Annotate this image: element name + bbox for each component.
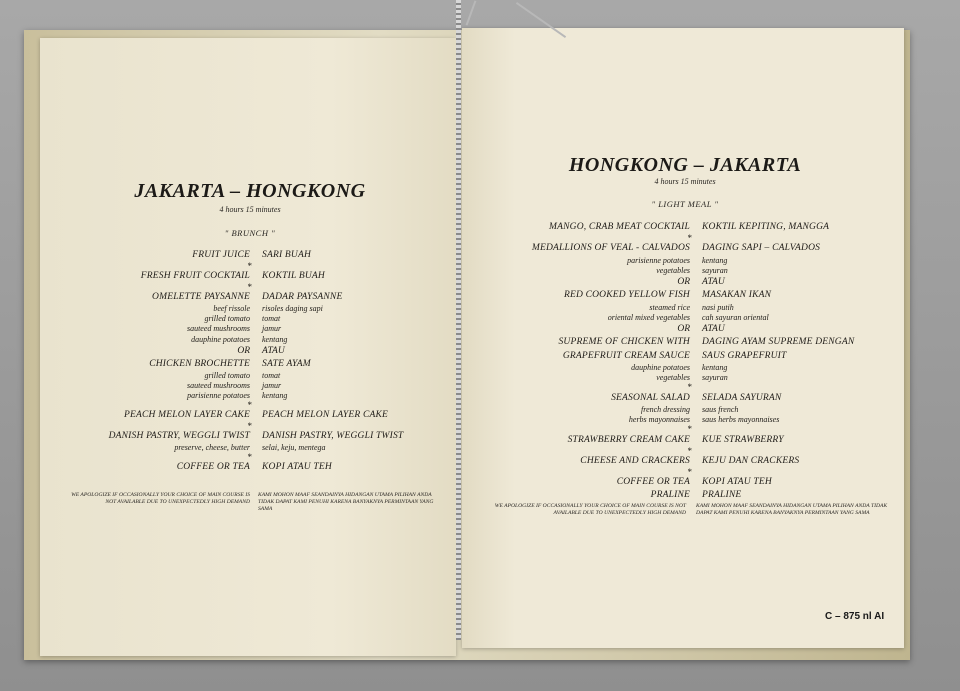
menu-or-row [56, 345, 448, 358]
indonesian-label: DAGING SAPI – CALVADOS [702, 243, 821, 254]
separator-asterisk: * [687, 445, 692, 456]
menu-side-row [478, 363, 898, 373]
english-label: OR [677, 324, 690, 335]
indonesian-label: KOPI ATAU TEH [262, 462, 332, 473]
english-label: FRESH FRUIT COCKTAIL [140, 271, 250, 282]
menu-side-row [56, 381, 448, 391]
english-label: DANISH PASTRY, WEGGLI TWIST [108, 431, 250, 442]
english-label: SEASONAL SALAD [611, 392, 690, 403]
menu-side-row [478, 303, 898, 313]
english-label: MEDALLIONS OF VEAL - CALVADOS [531, 243, 690, 254]
menu-dish-row [478, 336, 898, 349]
menu-separator [478, 447, 898, 455]
right-apology-english: WE APOLOGIZE IF OCCASIONALLY YOUR CHOICE OF MAIN COURSE IS NOT AVAILABLE DUE TO UNEXPECTEDLY HIGH DEMAND [494, 503, 686, 516]
indonesian-label: selai, keju, mentega [262, 443, 326, 453]
english-label: SUPREME OF CHICKEN WITH [558, 337, 690, 348]
right-meal-type: " LIGHT MEAL " [651, 199, 719, 209]
menu-dish-row [56, 430, 448, 443]
english-label: COFFEE OR TEA [176, 462, 250, 473]
separator-asterisk: * [247, 400, 252, 411]
english-label: steamed rice [649, 302, 690, 312]
indonesian-label: sayuran [702, 265, 728, 275]
english-label: RED COOKED YELLOW FISH [563, 290, 690, 301]
right-duration: 4 hours 15 minutes [654, 177, 716, 186]
english-label: parisienne potatoes [187, 390, 250, 400]
menu-side-row [56, 324, 448, 334]
menu-separator [478, 468, 898, 476]
indonesian-label: saus french [702, 404, 739, 414]
indonesian-label: kentang [262, 334, 288, 344]
menu-side-row [478, 405, 898, 415]
menu-or-row [478, 323, 898, 336]
indonesian-label: saus herbs mayonnaises [702, 415, 780, 425]
menu-side-row [478, 256, 898, 266]
english-label: CHEESE AND CRACKERS [580, 455, 690, 466]
left-menu-list [56, 249, 448, 479]
menu-separator [478, 234, 898, 242]
separator-asterisk: * [687, 382, 692, 393]
menu-dish-row [478, 489, 898, 502]
english-label: vegetables [656, 373, 690, 383]
english-label: grilled tomato [204, 370, 250, 380]
indonesian-label: SARI BUAH [262, 250, 312, 260]
indonesian-label: tomat [262, 370, 281, 380]
right-apology-indonesian: KAMI MOHON MAAF SEANDAINYA HIDANGAN UTAMA PILIHAN ANDA TIDAK DAPAT KAMI PENUHI KARENA BANYAKNYA PERMINTAAN YANG SAMA [696, 503, 888, 516]
separator-asterisk: * [687, 233, 692, 244]
indonesian-label: nasi putih [702, 302, 734, 312]
english-label: PEACH MELON LAYER CAKE [123, 410, 250, 421]
indonesian-label: SELADA SAYURAN [702, 392, 782, 403]
indonesian-label: ATAU [702, 324, 725, 335]
menu-side-row [478, 266, 898, 276]
english-label: grilled tomato [204, 314, 250, 324]
left-meal-type: " BRUNCH " [224, 228, 276, 238]
menu-side-row [56, 335, 448, 345]
right-route-title: HONGKONG – JAKARTA [568, 154, 802, 176]
english-label: dauphine potatoes [631, 362, 690, 372]
menu-dish-row [56, 270, 448, 283]
menu-or-row [478, 276, 898, 289]
english-label: french dressing [641, 404, 690, 414]
english-label: CHICKEN BROCHETTE [149, 358, 250, 369]
indonesian-label: kentang [702, 362, 728, 372]
left-apology-indonesian: KAMI MOHON MAAF SEANDAINYA HIDANGAN UTAMA PILIHAN ANDA TIDAK DAPAT KAMI PENUHI KARENA BANYAKNYA PERMINTAAN YANG SAMA [258, 492, 434, 512]
menu-code: C – 875 nl AI [825, 611, 885, 622]
indonesian-label: SAUS GRAPEFRUIT [702, 350, 787, 361]
menu-side-row [56, 304, 448, 314]
indonesian-label: kentang [262, 390, 288, 400]
english-label: COFFEE OR TEA [616, 477, 690, 488]
english-label: preserve, cheese, butter [174, 443, 250, 453]
menu-dish-row [56, 358, 448, 371]
menu-side-row [56, 314, 448, 324]
english-label: OR [237, 345, 250, 356]
menu-separator [56, 422, 448, 430]
menu-separator [56, 453, 448, 461]
indonesian-label: KEJU DAN CRACKERS [702, 455, 800, 466]
right-menu-list [478, 221, 898, 501]
indonesian-label: PEACH MELON LAYER CAKE [262, 410, 389, 421]
menu-separator [56, 401, 448, 409]
menu-separator [478, 425, 898, 433]
indonesian-label: MASAKAN IKAN [702, 290, 772, 301]
separator-asterisk: * [687, 467, 692, 478]
english-label: MANGO, CRAB MEAT COCKTAIL [549, 222, 690, 232]
indonesian-label: KUE STRAWBERRY [702, 434, 784, 445]
english-label: GRAPEFRUIT CREAM SAUCE [562, 350, 690, 361]
separator-asterisk: * [247, 452, 252, 463]
menu-dish-row [478, 392, 898, 405]
indonesian-label: jamur [262, 380, 282, 390]
english-label: FRUIT JUICE [192, 250, 250, 260]
english-label: PRALINE [650, 490, 690, 501]
menu-dish-row [56, 291, 448, 304]
english-label: OMELETTE PAYSANNE [152, 292, 250, 303]
english-label: OR [677, 277, 690, 288]
menu-dish-row [56, 409, 448, 422]
english-label: beef rissole [213, 304, 250, 314]
menu-dish-row [56, 249, 448, 262]
english-label: dauphine potatoes [191, 334, 250, 344]
indonesian-label: ATAU [262, 345, 285, 356]
english-label: STRAWBERRY CREAM CAKE [567, 434, 690, 445]
menu-side-row [56, 443, 448, 453]
indonesian-label: cah sayuran oriental [702, 312, 769, 322]
indonesian-label: kentang [702, 255, 728, 265]
english-label: sauteed mushrooms [186, 380, 250, 390]
indonesian-label: PRALINE [702, 490, 742, 501]
menu-separator [478, 383, 898, 391]
indonesian-label: tomat [262, 314, 281, 324]
menu-dish-row [478, 350, 898, 363]
menu-separator [56, 262, 448, 270]
english-label: oriental mixed vegetables [607, 312, 690, 322]
indonesian-label: DANISH PASTRY, WEGGLI TWIST [262, 431, 404, 442]
separator-asterisk: * [247, 421, 252, 432]
separator-asterisk: * [687, 424, 692, 435]
menu-side-row [56, 391, 448, 401]
menu-dish-row [478, 476, 898, 489]
indonesian-label: SATE AYAM [262, 358, 311, 369]
left-duration: 4 hours 15 minutes [219, 205, 281, 214]
separator-asterisk: * [247, 282, 252, 293]
english-label: herbs mayonnaises [628, 415, 690, 425]
left-route-title: JAKARTA – HONGKONG [134, 180, 366, 202]
menu-dish-row [478, 242, 898, 255]
menu-separator [56, 283, 448, 291]
indonesian-label: jamur [262, 324, 282, 334]
menu-dish-row [478, 455, 898, 468]
english-label: parisienne potatoes [627, 255, 690, 265]
indonesian-label: DADAR PAYSANNE [262, 292, 343, 303]
binding-cord [456, 0, 461, 640]
menu-dish-row [56, 461, 448, 474]
menu-side-row [478, 313, 898, 323]
indonesian-label: risoles daging sapi [262, 304, 323, 314]
indonesian-label: DAGING AYAM SUPREME DENGAN [702, 337, 855, 348]
separator-asterisk: * [247, 261, 252, 271]
indonesian-label: KOKTIL BUAH [262, 271, 325, 282]
indonesian-label: sayuran [702, 373, 728, 383]
english-label: sauteed mushrooms [186, 324, 250, 334]
menu-side-row [56, 371, 448, 381]
indonesian-label: KOKTIL KEPITING, MANGGA [702, 222, 830, 232]
menu-dish-row [478, 434, 898, 447]
indonesian-label: ATAU [702, 277, 725, 288]
english-label: vegetables [656, 265, 690, 275]
menu-dish-row [478, 289, 898, 302]
indonesian-label: KOPI ATAU TEH [702, 477, 772, 488]
left-apology-english: WE APOLOGIZE IF OCCASIONALLY YOUR CHOICE OF MAIN COURSE IS NOT AVAILABLE DUE TO UNEXPECTEDLY HIGH DEMAND [71, 492, 250, 505]
